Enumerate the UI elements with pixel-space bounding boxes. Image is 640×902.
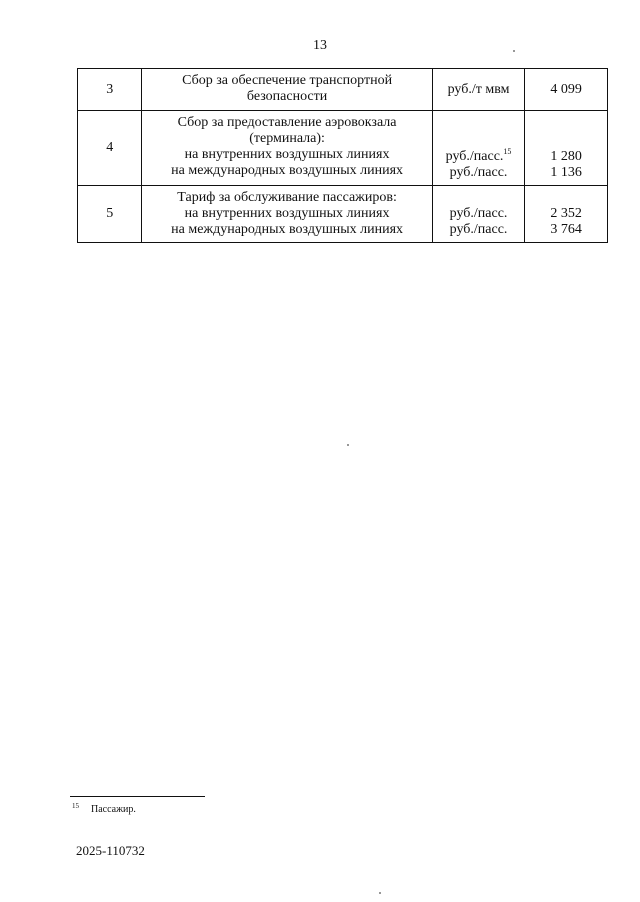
table-row [78,111,608,186]
value-line: 2 352 [550,206,582,221]
description-line: на международных воздушных линиях [171,222,404,237]
row-unit [432,69,525,111]
unit-line [437,149,521,165]
description-line: на внутренних воздушных линиях [184,206,390,221]
description-line: на внутренних воздушных линиях [184,147,390,162]
unit-line: руб./т мвм [447,81,510,97]
value-line: 3 764 [550,222,582,237]
row-value [525,186,608,243]
footnote-ref[interactable]: 15 [503,147,512,156]
document-code: 2025-110732 [76,843,145,858]
scan-speck [513,50,515,52]
row-description [142,186,432,243]
row-value [525,111,608,186]
footnote-divider [70,796,205,797]
footnote-text: Пассажир. [91,804,136,815]
row-description [142,111,432,186]
page-number: 13 [313,38,327,53]
unit-line: руб./пасс. [449,222,508,237]
description-line: безопасности [246,89,328,104]
row-description [142,69,432,111]
row-unit [432,186,525,243]
row-number: 3 [78,69,142,111]
scan-speck [379,892,381,894]
footnote [72,802,136,815]
scan-speck [347,444,349,446]
row-unit [432,111,525,186]
unit-text: руб./пасс. [445,149,504,164]
value-line: 4 099 [550,81,582,97]
row-number: 4 [78,111,142,186]
footnote-mark: 15 [72,802,79,810]
description-line: на международных воздушных линиях [171,163,404,178]
description-line: Сбор за обеспечение транспортной [182,73,393,88]
description-line: Тариф за обслуживание пассажиров: [177,190,397,205]
value-line: 1 136 [550,165,582,180]
row-number: 5 [78,186,142,243]
description-line: (терминала): [249,131,325,146]
row-value [525,69,608,111]
description-line: Сбор за предоставление аэровокзала [177,115,397,130]
table-row [78,69,608,111]
unit-line: руб./пасс. [449,165,508,180]
value-line: 1 280 [550,149,582,164]
fees-table [77,68,608,243]
unit-line: руб./пасс. [449,206,508,221]
table-row [78,186,608,243]
